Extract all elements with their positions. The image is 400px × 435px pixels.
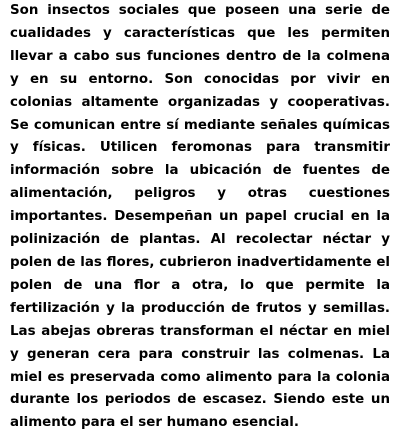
body-paragraph: Son insectos sociales que poseen una serie de cualidades y características que les permiten llevar a cabo sus funciones dentro de la colmena y en su entorno. Son conocidas por vivir en colonias altamente organizadas y cooperativas. Se comunican entre sí mediante señales químicas y físicas. Utilicen feromonas para transmitir información sobre la ubicación de fuentes de alimentación, peligros y otras cuestiones importantes. Desempeñan un papel crucial en la polinización de plantas. Al recolectar néctar y polen de las flores, cubrieron inadvertidamente el polen de una flor a otra, lo que permite la fertilización y la producción de frutos y semillas. Las abejas obreras transforman el néctar en miel y generan cera para construir las colmenas. La miel es preservada como alimento para la colonia durante los periodos de escasez. Siendo este un alimento para el ser humano esencial. bbox=[10, 3, 390, 431]
document-body bbox=[10, 0, 390, 431]
